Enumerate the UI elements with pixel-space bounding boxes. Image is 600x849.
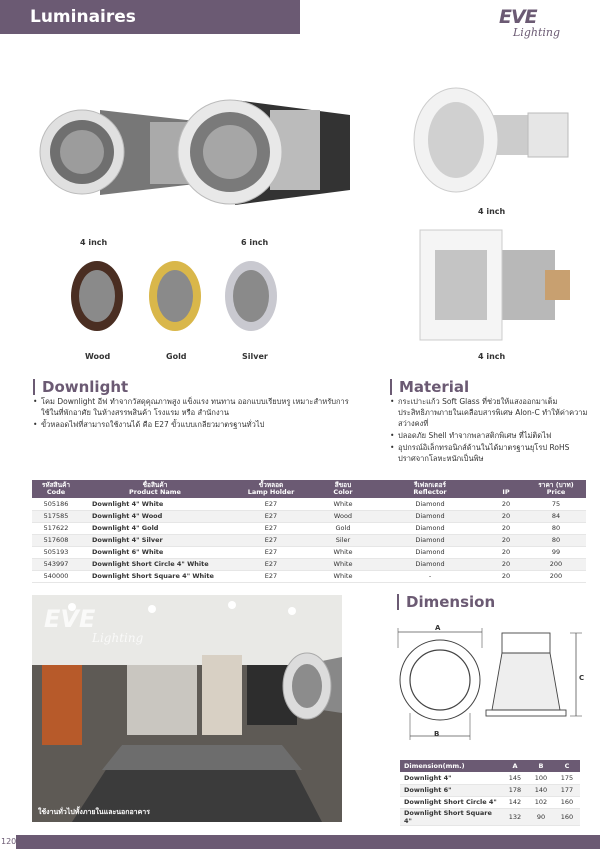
dim-cell-b: 102 [528,796,554,808]
caption-right-top: 4 inch [478,207,506,216]
cell-color: White [312,570,374,582]
downlight-bullets [33,396,353,431]
logo-sub: Lighting [513,26,561,39]
cell-name: Downlight 4" Gold [80,522,230,534]
caption-right-bottom: 4 inch [478,352,506,361]
dimension-table-header [400,760,580,772]
material-bullets [390,396,590,465]
table-header-cell: ชื่อสินค้า Product Name [80,480,230,498]
dimension-diagram [390,618,590,753]
table-row [32,510,586,522]
dim-header-cell: C [554,760,580,772]
dim-cell-b: 90 [528,808,554,825]
color-variants-image [68,258,288,338]
eve-logo [487,6,582,46]
table-header-cell: รีเฟลกเตอร์ Reflector [374,480,486,498]
page-title: Luminaires [30,7,136,27]
cell-price: 80 [526,522,586,534]
product-table [32,480,586,583]
material-bullet: • ปลอดภัย Shell ทำจากพลาสติกพิเศษ ที่ไม่ติดไฟ [390,430,590,441]
downlight-section-title: Downlight [33,379,128,395]
table-row [32,498,586,510]
cell-code: 517585 [32,510,80,522]
cell-reflector: Diamond [374,510,486,522]
dim-cell-c: 160 [554,796,580,808]
cell-holder: E27 [230,546,312,558]
downlight-bullet: • โคม Downlight อีฟ ทำจากวัสดุคุณภาพสูง แข็งแรง ทนทาน ออกแบบเรียบหรู เหมาะสำหรับการใช้ในที่พักอาศัย ในห้างสรรพสินค้า โรงแรม หรือ สำนักงาน [33,396,353,418]
caption-4-inch: 4 inch [80,238,108,247]
table-header-cell: ขั้วหลอด Lamp Holder [230,480,312,498]
cell-color: Wood [312,510,374,522]
dim-cell-c: 177 [554,784,580,796]
cell-reflector: Diamond [374,534,486,546]
dim-cell-name: Downlight Short Circle 4" [400,796,502,808]
dim-cell-name: Downlight 4" [400,772,502,784]
cell-ip: 20 [486,570,526,582]
cell-code: 540000 [32,570,80,582]
cell-price: 80 [526,534,586,546]
cell-holder: E27 [230,498,312,510]
cell-name: Downlight Short Square 4" White [80,570,230,582]
cell-reflector: Diamond [374,522,486,534]
table-row [32,558,586,570]
cell-reflector: Diamond [374,546,486,558]
table-header-cell: IP [486,480,526,498]
cell-name: Downlight 4" Silver [80,534,230,546]
dim-cell-b: 100 [528,772,554,784]
cell-holder: E27 [230,510,312,522]
dim-header-cell: A [502,760,528,772]
footer-bar [0,835,600,849]
photo-caption: ใช้งานทั่วไปทั้งภายในและนอกอาคาร [38,808,150,816]
cell-ip: 20 [486,546,526,558]
cell-name: Downlight 4" Wood [80,510,230,522]
cell-color: White [312,498,374,510]
cell-code: 517622 [32,522,80,534]
cell-ip: 20 [486,522,526,534]
table-row [32,534,586,546]
cell-reflector: Diamond [374,498,486,510]
material-bullet: • อุปกรณ์อิเล็กทรอนิกส์ด้านในได้มาตรฐานยุโรป RoHS ปราศจากโลหะหนักเป็นพิษ [390,442,590,464]
cell-name: Downlight 4" White [80,498,230,510]
table-row [32,570,586,582]
cell-holder: E27 [230,534,312,546]
cell-ip: 20 [486,534,526,546]
caption-6-inch: 6 inch [241,238,269,247]
dimension-row [400,784,580,796]
table-header-cell: รหัสสินค้า Code [32,480,80,498]
table-header-cell: ราคา (บาท) Price [526,480,586,498]
product-table-header [32,480,586,498]
dimension-row [400,796,580,808]
cell-price: 84 [526,510,586,522]
dim-cell-name: Downlight 6" [400,784,502,796]
office-photo [32,595,342,822]
dim-cell-a: 132 [502,808,528,825]
downlight-bullet: • ขั้วหลอดไฟที่สามารถใช้งานได้ คือ E27 ขั้วแบบเกลียวมาตรฐานทั่วไป [33,419,353,430]
caption-silver: Silver [242,352,268,361]
table-row [32,546,586,558]
table-row [32,522,586,534]
dim-cell-a: 145 [502,772,528,784]
cell-color: Siler [312,534,374,546]
logo-brand: EVE [499,6,537,28]
dimension-label-a: A [435,624,441,632]
page-header [0,0,300,34]
caption-wood: Wood [85,352,111,361]
cell-color: White [312,558,374,570]
short-square-downlight-image [410,225,575,350]
dim-cell-name: Downlight Short Square 4" [400,808,502,825]
dim-header-cell: Dimension(mm.) [400,760,502,772]
cell-color: Gold [312,522,374,534]
cell-code: 505186 [32,498,80,510]
dim-header-cell: B [528,760,554,772]
cell-holder: E27 [230,570,312,582]
page-number: 120 [0,835,16,849]
material-section-title: Material [390,379,469,395]
dimension-row [400,808,580,825]
caption-gold: Gold [166,352,187,361]
dimension-table [400,760,580,826]
cell-ip: 20 [486,558,526,570]
dimension-section-title: Dimension [397,594,495,610]
table-header-cell: สีขอบ Color [312,480,374,498]
cell-reflector: - [374,570,486,582]
dimension-label-b: B [434,730,440,738]
photo-watermark-sub: Lighting [92,631,144,645]
cell-price: 75 [526,498,586,510]
cell-code: 505193 [32,546,80,558]
cell-holder: E27 [230,558,312,570]
dim-cell-c: 175 [554,772,580,784]
cell-price: 200 [526,570,586,582]
cell-code: 517608 [32,534,80,546]
cell-price: 99 [526,546,586,558]
downlight-4-6-inch-image [30,70,360,230]
dim-cell-b: 140 [528,784,554,796]
cell-reflector: Diamond [374,558,486,570]
cell-code: 543997 [32,558,80,570]
material-bullet: • กระเปาะแก้ว Soft Glass ที่ช่วยให้แสงออกมาเต็มประสิทธิภาพภายในเคลือบสารพิเศษ Alon-C ทำให้ค่าความสว่างคงที่ [390,396,590,429]
dim-cell-a: 178 [502,784,528,796]
cell-holder: E27 [230,522,312,534]
dimension-row [400,772,580,784]
cell-name: Downlight Short Circle 4" White [80,558,230,570]
cell-price: 200 [526,558,586,570]
dim-cell-a: 142 [502,796,528,808]
dimension-label-c: C [579,674,585,682]
short-circle-downlight-image [408,85,573,210]
cell-color: White [312,546,374,558]
photo-watermark: EVE [44,605,96,633]
dim-cell-c: 160 [554,808,580,825]
cell-name: Downlight 6" White [80,546,230,558]
cell-ip: 20 [486,498,526,510]
cell-ip: 20 [486,510,526,522]
